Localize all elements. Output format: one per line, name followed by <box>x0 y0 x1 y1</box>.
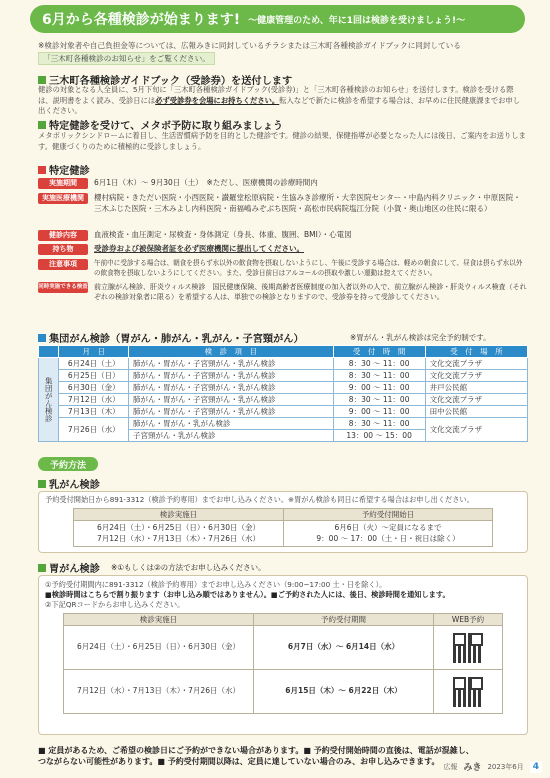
table-row: 子宮頸がん・乳がん検診 13：00 ～ 15：00 <box>39 430 528 442</box>
square-bullet-icon <box>38 564 46 572</box>
table-row: 6月30日（金） 肺がん・胃がん・子宮頸がん・乳がん検診 9：00 ～ 11：00 井戸公民館 <box>39 382 528 394</box>
i-heading: 胃がん検診 ※①もしくは②の方法でお申し込みください。 <box>38 560 266 575</box>
info-row: 実施医療機関 櫻村病院・きただい医院・小西医院・讃羅堂松原病院・生協みき診療所・大幸医院センター・中島内科クリニック・中原医院・三木ふじた医院・三木みよし内科医院・南福嶋みぞぶち医院・高松市民病院塩江分院（小賀・奥山地区の住民に限る） <box>38 193 528 214</box>
table-row: 7月26日（水） 肺がん・胃がん・乳がん検診 8：30 ～ 11：00 文化交流プラザ <box>39 418 528 430</box>
metabo-heading: 特定健診を受けて、メタボ予防に取り組みましょう <box>38 117 283 132</box>
yoyaku-label: 予約方法 <box>38 457 98 471</box>
note-line1: ※検診対象者や自己負担金等については、広報みきに同封しているチラシまたは三木町各種検診ガイドブックに同封している <box>38 41 461 50</box>
nyu-table: 検診実施日 予約受付開始日 6月24日（土）・6月25日（日）・6月30日（金） 7月12日（水）・7月13日（木）・7月26日（水） 6月6日（火）～定員になるまで 9：00 ～ 17：00（土・日・祝日は除く） <box>73 508 493 547</box>
side-label: 集団がん検診 <box>39 358 59 442</box>
i-text: ①予約受付期間内に891-3312（検診予約専用）までお申し込みください（9:00~17:00 土・日を除く）。 ■検診時間はこちらで割り振ります（お申し込み順ではありません）。■ご予約された人には、後日、検診時間を通知します。 ②下記QRコードからお申し込みください。 <box>45 580 450 609</box>
banner-subtitle: ～健康管理のため、年に1回は検診を受けましょう!～ <box>248 15 466 26</box>
square-bullet-icon <box>38 76 46 84</box>
table-row: 7月12日（水）・7月13日（木）・7月26日（水） 6月15日（木）～ 6月22日（木） <box>64 670 503 714</box>
table-row: 7月12日（水） 肺がん・胃がん・子宮頸がん・乳がん検診 8：30 ～ 11：00 文化交流プラザ <box>39 394 528 406</box>
page-info: 広報 みき 2023年6月 4 <box>443 760 542 773</box>
banner-title: 6月から各種検診が始まります! <box>42 12 241 28</box>
square-bullet-icon <box>38 166 46 174</box>
info-row: 持ち物 受診券および被保険者証を必ず医療機関に提出してください。 <box>38 244 528 255</box>
i-table: 検診実施日 予約受付期間 WEB予約 6月24日（土）・6月25日（日）・6月30日（金） 6月7日（水）～ 6月14日（水） 7月12日（水）・7月13日（木）・7月26日（水） 6月15日（木）～ 6月22日（木） <box>63 613 503 714</box>
tokutei-heading: 特定健診 <box>38 162 90 177</box>
info-row: 健診内容 血液検査・血圧測定・尿検査・身体測定（身長、体重、腹囲、BMI）・心電図 <box>38 230 528 241</box>
i-box <box>38 575 528 735</box>
page-number: 4 <box>530 761 542 773</box>
gan-note: ※胃がん・乳がん検診は完全予約制です。 <box>350 333 491 342</box>
table-row: 6月25日（日） 肺がん・胃がん・子宮頸がん・乳がん検診 8：30 ～ 11：00 文化交流プラザ <box>39 370 528 382</box>
square-bullet-icon <box>38 480 46 488</box>
nyu-heading: 乳がん検診 <box>38 476 100 491</box>
table-row: 6月24日（土）・6月25日（日）・6月30日（金） 6月7日（水）～ 6月14日（水） <box>64 626 503 670</box>
qr-code-icon[interactable] <box>453 677 483 707</box>
info-note <box>38 40 526 66</box>
guidebook-text: 健診の対象となる人全員に、5月下旬に「三木町各種検診ガイドブック(受診券)」と「三木町各種検診のお知らせ」を送付します。検診を受ける際は、説明書をよく読み、受診日には必ず受診券を会場にお持ちください。転入などで新たに検診を希望する場合は、お早めに住民健康課までお申し出ください。 <box>38 85 521 115</box>
table-row: 7月13日（木） 肺がん・胃がん・子宮頸がん・乳がん検診 9：00 ～ 11：00 田中公民館 <box>39 406 528 418</box>
info-row: 実施期間 6月1日（木）～ 9月30日（土） ※ただし、医療機関の診療時間内 <box>38 178 528 189</box>
note-line2: 「三木町各種検診のお知らせ」をご覧ください。 <box>38 52 215 65</box>
metabo-text: メタボリックシンドロームに着目し、生活習慣病予防を目的とした健診です。健診の結果、保健指導が必要となった人には後日、ご案内をお送りします。健康づくりのために積極的に受診しましょう。 <box>38 131 526 151</box>
guidebook-heading: 三木町各種検診ガイドブック（受診券）を送付します <box>38 72 292 87</box>
square-bullet-icon <box>38 334 46 342</box>
table-row: 集団がん検診 6月24日（土） 肺がん・胃がん・子宮頸がん・乳がん検診 8：30 ～ 11：00 文化交流プラザ <box>39 358 528 370</box>
gan-schedule-table: 月 日 検 診 項 目 受 付 時 間 受 付 場 所 集団がん検診 6月24日（土） 肺がん・胃がん・子宮頸がん・乳がん検診 8：30 ～ 11：00 文化交流プラザ 6月25日（日） 肺がん・胃がん・子宮頸がん・乳がん検診 8：30 ～ 11：00 文化交流プラザ 6月30日（金） 肺がん・胃がん・子宮頸がん・乳がん検診 9：00 ～ 11：00 井戸公民館 7月12日（水） 肺がん・胃がん・子宮頸がん・乳がん検診 8：30 ～ 11：00 文化交流プラザ 7月13日（木） 肺がん・胃がん・子宮頸がん・乳がん検診 9：00 ～ 11：00 田中公民館 7月26日（水） 肺がん・胃がん・乳がん検診 8：30 ～ 11：00 文化交流プラザ 子宮頸がん・乳がん検診 13：00 ～ 15：00 <box>38 345 528 442</box>
square-bullet-icon <box>38 121 46 129</box>
gan-heading: 集団がん検診（胃がん・肺がん・乳がん・子宮頸がん） <box>38 330 304 345</box>
nyu-box <box>38 491 528 553</box>
info-row: 注意事項 午前中に受診する場合は、朝食を摂らず水以外の飲食物を摂取しないようにし、午後に受診する場合は、軽めの朝食にして、昼食は摂らず水以外の飲食物を摂取しないようにしてください。また、受診日前日はアルコールの摂取や激しい運動は控えてください。 <box>38 259 528 278</box>
footer-note: ■ 定員があるため、ご希望の検診日にご予約ができない場合があります。■ 予約受付開始時間の直後は、電話が混雑し、 つながらない可能性があります。■ 予約受付期間以降は、定員に達していない場合のみ、お申し込みできます。 <box>38 746 474 766</box>
nyu-text: 予約受付開始日から891-3312（検診予約専用）までお申し込みください。※胃がん検診も同日に希望する場合はお申し出ください。 <box>45 495 474 504</box>
info-row: 同時実施できる検査 前立腺がん検診、肝炎ウィルス検診 国民健康保険、後期高齢者医療制度の加入者以外の人で、前立腺がん検診・肝炎ウィルス検査（それぞれの検診対象者に限る）を希望する人は、単独での検診となりますので、受診券を持って受診してください。 <box>38 283 527 301</box>
header-banner <box>30 5 525 33</box>
qr-code-icon[interactable] <box>453 633 483 663</box>
